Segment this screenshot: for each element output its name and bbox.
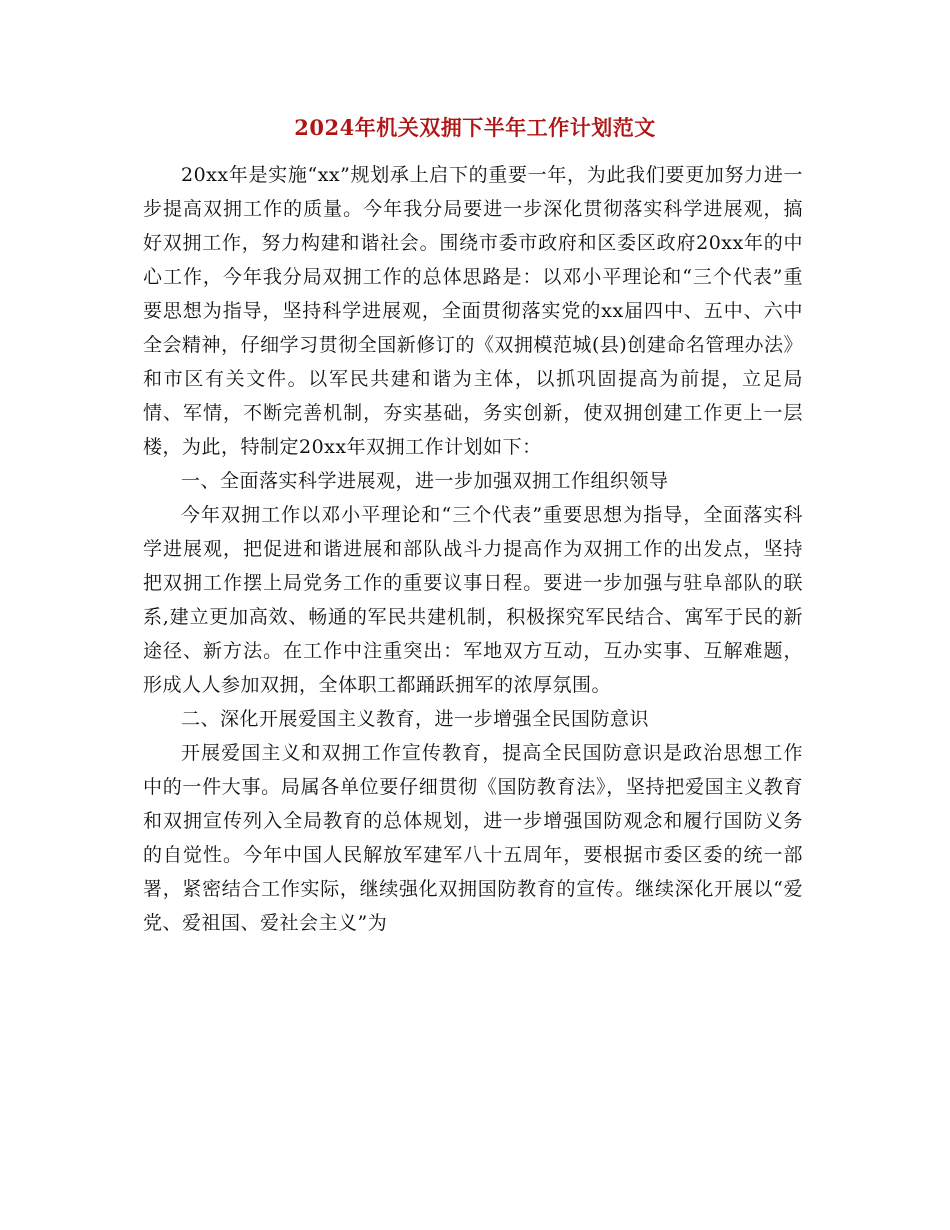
- section-heading-2: 二、深化开展爱国主义教育，进一步增强全民国防意识: [181, 708, 650, 730]
- paragraph-intro: 20xx年是实施“xx”规划承上启下的重要一年，为此我们要更加努力进一步提高双拥工作的质量。今年我分局要进一步深化贯彻落实科学进展观，搞好双拥工作，努力构建和谐社会。围绕市委市政府和区委区政府20xx年的中心工作，今年我分局双拥工作的总体思路是：以邓小平理论和“三个代表”重要思想为指导，坚持科学进展观，全面贯彻落实党的xx届四中、五中、六中全会精神，仔细学习贯彻全国新修订的《双拥模范城(县)创建命名管理办法》和市区有关文件。以军民共建和谐为主体，以抓巩固提高为前提，立足局情、军情，不断完善机制，夯实基础，务实创新，使双拥创建工作更上一层楼，为此，特制定20xx年双拥工作计划如下：: [143, 164, 803, 458]
- paragraph-section-2: 开展爱国主义和双拥工作宣传教育，提高全民国防意识是政治思想工作中的一件大事。局属各单位要仔细贯彻《国防教育法》，坚持把爱国主义教育和双拥宣传列入全局教育的总体规划，进一步增强国防观念和履行国防义务的自觉性。今年中国人民解放军建军八十五周年，要根据市委区委的统一部署，紧密结合工作实际，继续强化双拥国防教育的宣传。继续深化开展以“爱党、爱祖国、爱社会主义”为: [143, 742, 803, 934]
- document-title: 2024年机关双拥下半年工作计划范文: [294, 115, 656, 140]
- section-heading-1: 一、全面落实科学进展观，进一步加强双拥工作组织领导: [181, 470, 669, 492]
- document-body: [143, 158, 803, 940]
- paragraph-section-1: 今年双拥工作以邓小平理论和“三个代表”重要思想为指导，全面落实科学进展观，把促进和谐进展和部队战斗力提高作为双拥工作的出发点，坚持把双拥工作摆上局党务工作的重要议事日程。要进一步加强与驻阜部队的联系,建立更加高效、畅通的军民共建机制，积极探究军民结合、寓军于民的新途径、新方法。在工作中注重突出：军地双方互动，互办实事、互解难题，形成人人参加双拥，全体职工都踊跃拥军的浓厚氛围。: [143, 504, 803, 696]
